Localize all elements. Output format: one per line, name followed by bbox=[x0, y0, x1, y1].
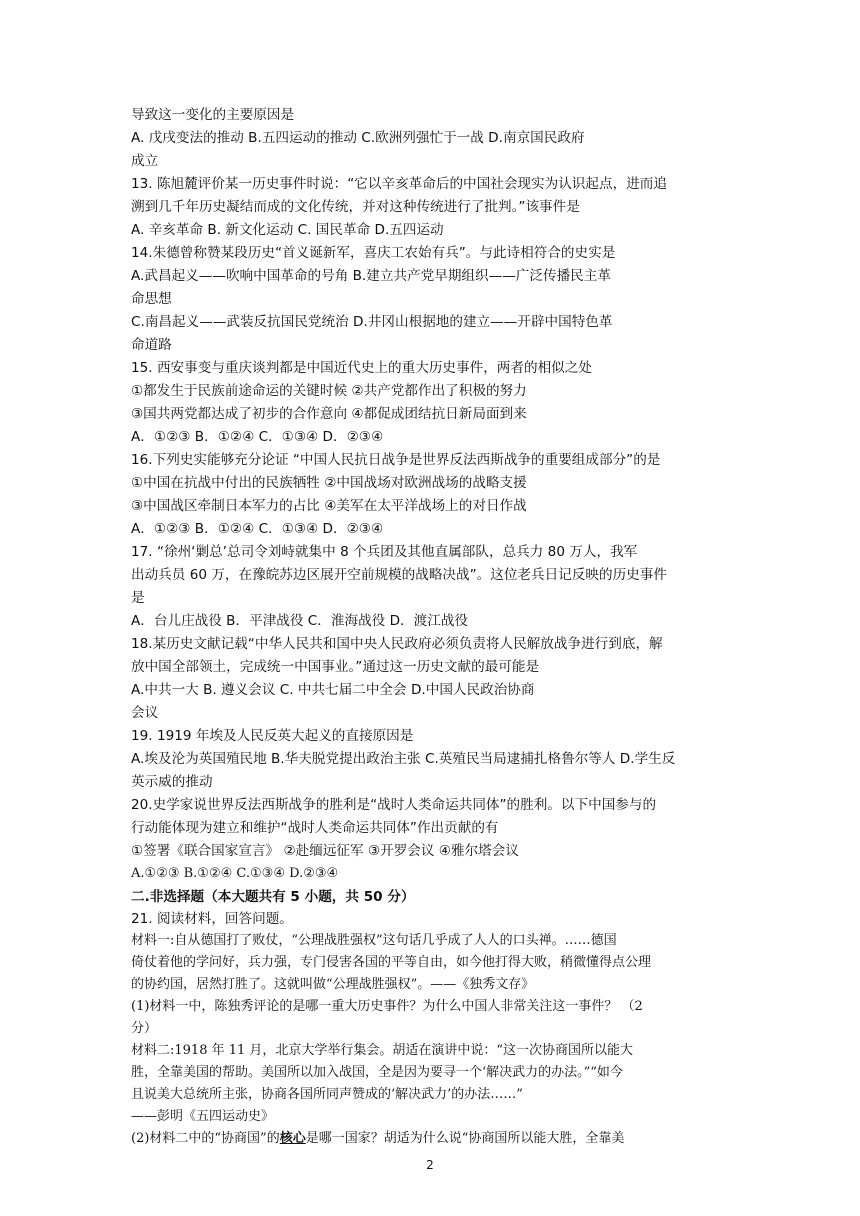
text-line: 命思想 bbox=[131, 291, 172, 307]
text-line: 命道路 bbox=[131, 337, 172, 353]
text-line: ①都发生于民族前途命运的关键时候 ②共产党都作出了积极的努力 bbox=[131, 383, 527, 399]
source-citation: ——彭明《五四运动史》 bbox=[131, 1109, 275, 1124]
text-line: 行动能体现为建立和维护“战时人类命运共同体”作出贡献的有 bbox=[131, 820, 499, 836]
text-line: 分） bbox=[131, 1021, 158, 1036]
material-text: 材料二:1918 年 11 月，北京大学举行集会。胡适在演讲中说：“这一次协商国所以能大 bbox=[131, 1043, 634, 1058]
text-line: 会议 bbox=[131, 705, 159, 721]
text-line: ③国共两党都达成了初步的合作意向 ④都促成团结抗日新局面到来 bbox=[131, 406, 527, 422]
sub-question: (1)材料一中，陈独秀评论的是哪一重大历史事件？为什么中国人非常关注这一事件？ （2 bbox=[131, 999, 643, 1014]
question-19: 19. 1919 年埃及人民反英大起义的直接原因是 bbox=[131, 728, 414, 744]
options-18: A.中共一大 B. 遵义会议 C. 中共七届二中全会 D.中国人民政治协商 bbox=[131, 682, 535, 698]
material-text: 且说美大总统所主张，协商各国所同声赞成的‘解决武力’的办法……” bbox=[131, 1087, 523, 1102]
question-16: 16.下列史实能够充分论证 “中国人民抗日战争是世界反法西斯战争的重要组成部分”的是 bbox=[131, 452, 661, 468]
question-17: 17. “徐州‘剿总’总司令刘峙就集中 8 个兵团及其他直属部队，总兵力 80 万人，我军 bbox=[131, 544, 638, 560]
question-13: 13. 陈旭麓评价某一历史事件时说：“它以辛亥革命后的中国社会现实为认识起点，进而追 bbox=[131, 176, 667, 192]
material-text: 胜，全靠美国的帮助。美国所以加入战国，全是因为要寻一个‘解决武力的办法。”“如今 bbox=[131, 1065, 623, 1080]
text-line: C.南昌起义——武装反抗国民党统治 D.井冈山根据地的建立——开辟中国特色革 bbox=[131, 314, 613, 330]
section-heading: 二.非选择题（本大题共有 5 小题，共 50 分） bbox=[131, 889, 415, 905]
text-line: 溯到几千年历史凝结而成的文化传统，并对这种传统进行了批判。”该事件是 bbox=[131, 199, 580, 215]
question-21: 21. 阅读材料，回答问题。 bbox=[131, 911, 293, 927]
text-line: 成立 bbox=[131, 153, 159, 169]
options-13: A. 辛亥革命 B. 新文化运动 C. 国民革命 D.五四运动 bbox=[131, 222, 444, 238]
text-line: 出动兵员 60 万，在豫皖苏边区展开空前规模的战略决战”。这位老兵日记反映的历史事件 bbox=[131, 567, 667, 583]
text-line: 放中国全部领土，完成统一中国事业。”通过这一历史文献的最可能是 bbox=[131, 659, 540, 675]
options-17: A．台儿庄战役 B．平津战役 C．淮海战役 D．渡江战役 bbox=[131, 613, 469, 629]
question-18: 18.某历史文献记载“中华人民共和国中央人民政府必须负责将人民解放战争进行到底，解 bbox=[131, 636, 663, 652]
text-line: 英示威的推动 bbox=[131, 774, 213, 790]
options-20: A.①②③ B.①②④ C.①③④ D.②③④ bbox=[131, 866, 339, 881]
emphasis-underline: 核心 bbox=[279, 1131, 306, 1146]
options-16: A．①②③ B．①②④ C．①③④ D．②③④ bbox=[131, 521, 384, 537]
text-line: ①中国在抗战中付出的民族牺牲 ②中国战场对欧洲战场的战略支援 bbox=[131, 475, 527, 491]
options-19: A.埃及沦为英国殖民地 B.华夫脱党提出政治主张 C.英殖民当局逮捕扎格鲁尔等人 D.学生反 bbox=[131, 751, 676, 767]
material-text: 倚仗着他的学问好，兵力强，专门侵害各国的平等自由，如今他打得大败，稍微懂得点公理 bbox=[131, 955, 652, 970]
page-number: 2 bbox=[426, 1158, 434, 1172]
question-20: 20.史学家说世界反法西斯战争的胜利是“战时人类命运共同体”的胜利。以下中国参与的 bbox=[131, 797, 657, 813]
question-14: 14.朱德曾称赞某段历史“首义诞新军，喜庆工农始有兵”。与此诗相符合的史实是 bbox=[131, 245, 616, 261]
question-15: 15. 西安事变与重庆谈判都是中国近代史上的重大历史事件，两者的相似之处 bbox=[131, 360, 592, 376]
text-line: A.武昌起义——吹响中国革命的号角 B.建立共产党早期组织——广泛传播民主革 bbox=[131, 268, 611, 284]
text-line: ①签署《联合国家宣言》 ②赴缅远征军 ③开罗会议 ④雅尔塔会议 bbox=[131, 843, 519, 859]
text-line: ③中国战区牵制日本军力的占比 ④美军在太平洋战场上的对日作战 bbox=[131, 498, 527, 514]
text-line: A. 戊戌变法的推动 B.五四运动的推动 C.欧洲列强忙于一战 D.南京国民政府 bbox=[131, 130, 585, 146]
sub-question: (2)材料二中的“协商国”的核心是哪一国家？胡适为什么说“协商国所以能大胜，全靠美 bbox=[131, 1131, 625, 1146]
text-line: 导致这一变化的主要原因是 bbox=[131, 107, 295, 123]
options-15: A．①②③ B．①②④ C．①③④ D．②③④ bbox=[131, 429, 384, 445]
text-line: 是 bbox=[131, 590, 145, 606]
material-text: 的协约国，居然打胜了。这就叫做“公理战胜强权”。——《独秀文存》 bbox=[131, 977, 535, 992]
material-text: 材料一:自从德国打了败仗，“公理战胜强权”这句话几乎成了人人的口头禅。……德国 bbox=[131, 933, 617, 948]
